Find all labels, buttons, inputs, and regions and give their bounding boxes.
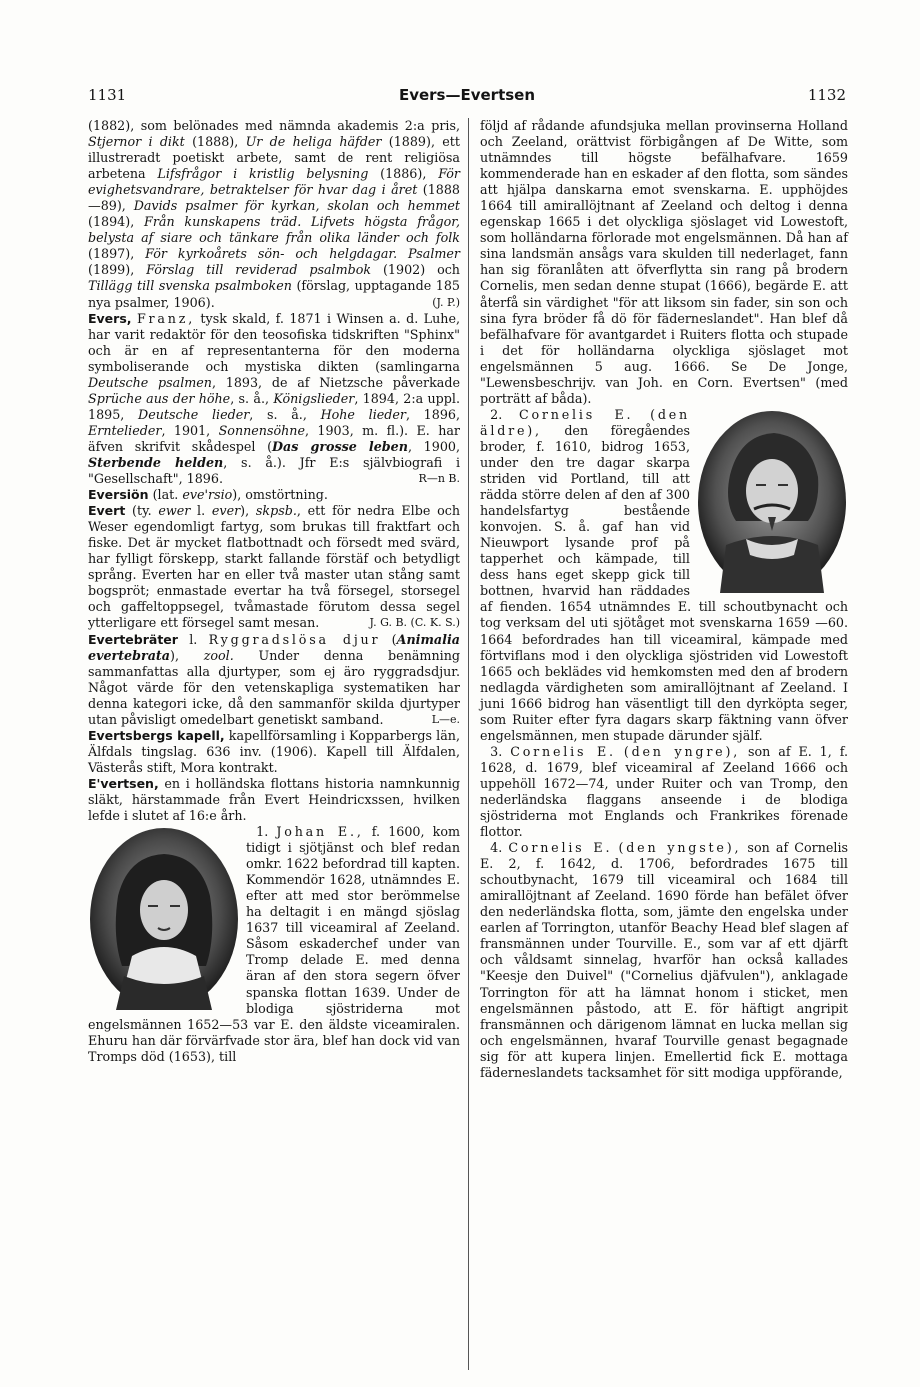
headword: Evertebräter (88, 631, 178, 647)
entry-evertsen: E'vertsen, en i holländska flottans historia namnkunnig släkt, härstammade från Evert Heindricxssen, hvilken lefde i slutet af 16:e årh. (88, 775, 460, 824)
entry-johan-evertsen: 1. Johan E., f. 1600, kom tidigt i sjötjänst och blef redan omkr. 1622 befordrad till kapten. Kommendör 1628, utnämndes E. efter att med stor berömmelse ha deltagit i en mängd sjöslag 1637 till viceamiral af Zeeland. Såsom eskaderchef under van Tromp delade E. med denna äran af den stora segern öfver spanska flottan 1639. Under de blodiga sjöstriderna mot engelsmännen 1652—53 var E. den äldste viceamiralen. Ehuru han där förvärfvade stor ära, blef han dock vid van Tromps död (1653), till (88, 824, 461, 1064)
entry-evertsbergs-kapell: Evertsbergs kapell, kapellförsamling i Kopparbergs län, Älfdals tingslag. 636 inv. (1906). Kapell till Älfdalen, Västerås stift, Mora kontrakt. (88, 727, 460, 775)
entry-eversion: Eversiön (lat. eve'rsio), omstörtning. (88, 487, 328, 503)
entry-johan-continuation: följd af rådande afundsjuka mellan provinserna Holland och Zeeland, orättvist förbigången af De Witte, som utnämndes till högste befälhafvare. 1659 kommenderade han en eskader af den flotta, som sändes att hjälpa danskarna emot svenskarna. E. upphöjdes 1664 till amirallöjtnant af Zeeland och deltog i denna egenskap 1665 i det olyckliga sjöslaget vid Lowestoft, som holländarna förlorade mot engelsmännen. Då han af sina landsmän ansågs vara skulden till nederlaget, fann han sig föranlåten att öfverflytta sin rang på brodern Cornelis, men sedan denne stupat (1666), begärde E. att återfå sin värdighet "för att liksom sin fader, sin son och sina fyra bröder få dö för fäderneslandet". Han blef då befälhafvare för avantgardet i Ruiters flotta och stupade i det för holländarna olyckliga sjöslaget mot engelsmännen 5 aug. 1666. Se De Jonge, "Lewensbeschrijv. van Joh. en Corn. Evertsen" (med porträtt af båda). (480, 118, 848, 406)
entry-cornelis-2: 2. Cornelis E. (den äldre), den föregåendes broder, f. 1610, bidrog 1653, under den tre dagar skarpa striden vid Portland, till att rädda större delen af den af 300 handelsfartyg bestående konvojen. S. å. gaf han vid Nieuwport lysande prof på tapperhet och kämpade, till dess hans eget skepp gick till bottnen, hvarvid han räddades af fienden. 1654 utnämndes E. till schoutbynacht och tog verksam del uti sjötåget mot svenskarna 1659 —60. 1664 befordrades han till viceamiral, kämpade med förtviflans mod i den olyckliga sjöstriden vid Lowestoft 1665 och beklädes vid hemkomsten med den af brodern nedlagda värdigheten som amirallöjtnant af Zeeland. I juni 1666 bidrog han väsentligt till den dyrköpta seger, som Ruiter efter fyra dagars skarp fäktning vann öfver engelsmännen, men stupade därunder själf. (480, 406, 848, 743)
signature: J. G. B. (C. K. S.) (369, 616, 460, 630)
portrait-cornelis-evertsen (696, 409, 848, 595)
entry-cornelis-3: 3. Cornelis E. (den yngre), son af E. 1, f. 1628, d. 1679, blef viceamiral af Zeeland 1666 och uppehöll 1672—74, under Ruiter och van Tromp, den nederländska flaggans anseende i de blodiga sjöstriderna mot Englands och Frankrikes förenade flottor. (480, 743, 848, 840)
running-title: Evers—Evertsen (398, 86, 536, 104)
headword: Evers, (88, 310, 132, 326)
entry-evertebrater: Evertebräter l. Ryggradslösa djur (Animalia evertebrata), zool. Under denna benämning sammanfattas alla djurtyper, som ej äro ryggradsdjur. Något värde för den vetenskapliga systematiken har denna kategori icke, då den sammanför skilda djurtyper utan påvisligt omedelbart genetiskt samband. L—e. (88, 631, 460, 727)
page-header (88, 86, 846, 108)
headword: E'vertsen, (88, 775, 159, 791)
entry-continuation: (1882), som belönades med nämnda akademis 2:a pris, Stjernor i dikt (1888), Ur de heliga häfder (1889), ett illustreradt poetiskt arbete, samt de rent religiösa arbetena Lifsfrågor i kristlig belysning (1886), För evighetsvandrare, betraktelser för hvar dag i året (1888—89), Davids psalmer för kyrkan, skolan och hemmet (1894), Från kunskapens träd. Lifvets högsta frågor, belysta af siare och tänkare från olika länder och folk (1897), För kyrkoårets sön- och helgdagar. Psalmer (1899), Förslag till reviderad psalmbok (1902) och Tillägg till svenska psalmboken (förslag, upptagande 185 nya psalmer, 1906). (J. P.) (88, 118, 460, 310)
entry-evers: Evers, Franz, tysk skald, f. 1871 i Winsen a. d. Luhe, har varit redaktör för den teosofiska tidskriften "Sphinx" och är en af representanterna för den moderna symboliserande och mystiska dikten (samlingarna Deutsche psalmen, 1893, de af Nietzsche påverkade Sprüche aus der höhe, s. å., Königslieder, 1894, 2:a uppl. 1895, Deutsche lieder, s. å., Hohe lieder, 1896, Erntelieder, 1901, Sonnensöhne, 1903, m. fl.). E. har äfven skrifvit skådespel (Das grosse leben, 1900, Sterbende helden, s. å.). Jfr E:s självbiografi i "Gesellschaft", 1896. R—n B. (88, 310, 461, 487)
signature: R—n B. (418, 472, 460, 486)
signature: (J. P.) (432, 295, 460, 309)
headword: Evert (88, 503, 126, 519)
entry-cornelis-4: 4. Cornelis E. (den yngste), son af Cornelis E. 2, f. 1642, d. 1706, befordrades 1675 till schoutbynacht, 1679 till viceamiral och 1684 till amirallöjtnant af Zeeland. 1690 förde han befälet öfver den nederländska flotta, som, jämte den engelska under earlen af Torrington, utanför Beachy Head blef slagen af fransmännen under Tourville. E., som var af ett djärft och våldsamt sinnelag, hvarför han också kallades "Keesje den Duivel" ("Cornelius djäfvulen"), anklagade Torrington för att ha lämnat honom i sticket, men engelsmännen påstodo, att E. för häftigt angripit fransmännen och därigenom lämnat en lucka mellan sig och engelsmännen, hvaraf Tourville genast begagnade sig för att kupera linjen. Emellertid fick E. mottaga fäderneslandets tacksamhet för sitt modiga uppförande, (480, 840, 849, 1080)
right-column (480, 118, 848, 1081)
signature: L—e. (431, 712, 460, 726)
portrait-johan-evertsen (88, 826, 240, 1012)
entry-evert: Evert (ty. ewer l. ever), skpsb., ett för nedra Elbe och Weser egendomligt fartyg, som brukas till fraktfart och fiske. Det är mycket flatbottnadt och försedt med svärd, har fylligt förskepp, starkt fallande förstäf och betydligt språng. Everten har en eller två master utan stång samt bogspröt; enmastade evertar ha två försegel, storsegel och gaffeltoppsegel, tvåmastade förutom dessa segel ytterligare ett försegel samt mesan. J. G. B. (C. K. S.) (88, 503, 460, 631)
headword: Evertsbergs kapell, (88, 727, 225, 743)
page-number-right: 1132 (807, 86, 846, 104)
page-number-left: 1131 (88, 86, 127, 104)
column-divider (468, 118, 469, 1370)
headword: Eversiön (88, 487, 149, 503)
left-column (88, 118, 460, 1065)
